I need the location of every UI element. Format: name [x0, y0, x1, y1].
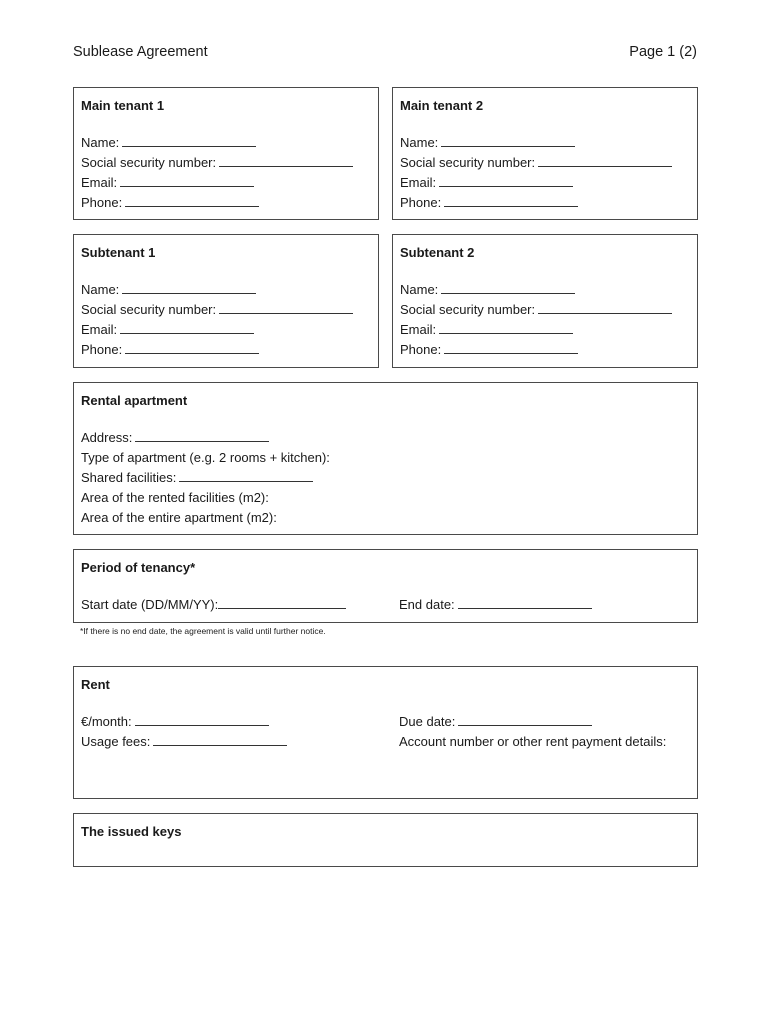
issued-keys-section: [73, 813, 698, 867]
name-label: Name:: [400, 282, 439, 297]
phone-label: Phone:: [81, 342, 123, 357]
document-title: Sublease Agreement: [73, 44, 208, 60]
email-field[interactable]: [439, 321, 573, 334]
due-date-label: Due date:: [399, 714, 456, 729]
per-month-label: €/month:: [81, 714, 132, 729]
address-field[interactable]: [135, 429, 269, 442]
area-rented-label: Area of the rented facilities (m2):: [81, 490, 269, 505]
usage-fees-field[interactable]: [153, 733, 287, 746]
name-field[interactable]: [441, 281, 575, 294]
section-title: Subtenant 1: [81, 245, 156, 260]
address-label: Address:: [81, 430, 133, 445]
section-title: Main tenant 2: [400, 98, 484, 113]
section-title: Period of tenancy*: [81, 560, 196, 575]
phone-field[interactable]: [125, 194, 259, 207]
end-date-footnote: *If there is no end date, the agreement is valid until further notice.: [80, 626, 326, 636]
ssn-label: Social security number:: [81, 155, 217, 170]
phone-field[interactable]: [444, 194, 578, 207]
rental-apartment-section: [73, 382, 698, 535]
ssn-label: Social security number:: [81, 302, 217, 317]
ssn-label: Social security number:: [400, 155, 536, 170]
page-number: Page 1 (2): [629, 44, 697, 60]
main-tenant-2-section: [392, 87, 698, 220]
rent-section: [73, 666, 698, 799]
ssn-label: Social security number:: [400, 302, 536, 317]
main-tenant-1-section: [73, 87, 379, 220]
section-title: Main tenant 1: [81, 98, 165, 113]
name-field[interactable]: [441, 134, 575, 147]
section-title: Subtenant 2: [400, 245, 475, 260]
section-title: The issued keys: [81, 824, 182, 839]
phone-field[interactable]: [125, 341, 259, 354]
phone-label: Phone:: [81, 195, 123, 210]
subtenant-2-section: [392, 234, 698, 368]
email-field[interactable]: [120, 174, 254, 187]
account-details-label: Account number or other rent payment details:: [399, 734, 667, 749]
ssn-field[interactable]: [219, 154, 353, 167]
email-label: Email:: [400, 175, 437, 190]
start-date-label: Start date (DD/MM/YY):: [81, 597, 219, 612]
email-label: Email:: [400, 322, 437, 337]
phone-label: Phone:: [400, 195, 442, 210]
area-entire-label: Area of the entire apartment (m2):: [81, 510, 277, 525]
name-field[interactable]: [122, 281, 256, 294]
name-field[interactable]: [122, 134, 256, 147]
email-field[interactable]: [120, 321, 254, 334]
ssn-field[interactable]: [538, 154, 672, 167]
end-date-field[interactable]: [458, 596, 592, 609]
page-header: [73, 44, 697, 60]
ssn-field[interactable]: [219, 301, 353, 314]
email-label: Email:: [81, 322, 118, 337]
start-date-field[interactable]: [218, 596, 346, 609]
email-label: Email:: [81, 175, 118, 190]
end-date-label: End date:: [399, 597, 455, 612]
due-date-field[interactable]: [458, 713, 592, 726]
phone-field[interactable]: [444, 341, 578, 354]
shared-facilities-field[interactable]: [179, 469, 313, 482]
usage-fees-label: Usage fees:: [81, 734, 151, 749]
apartment-type-label: Type of apartment (e.g. 2 rooms + kitchen):: [81, 450, 330, 465]
ssn-field[interactable]: [538, 301, 672, 314]
email-field[interactable]: [439, 174, 573, 187]
subtenant-1-section: [73, 234, 379, 368]
phone-label: Phone:: [400, 342, 442, 357]
section-title: Rent: [81, 677, 110, 692]
name-label: Name:: [400, 135, 439, 150]
per-month-field[interactable]: [135, 713, 269, 726]
period-of-tenancy-section: [73, 549, 698, 623]
name-label: Name:: [81, 282, 120, 297]
section-title: Rental apartment: [81, 393, 188, 408]
name-label: Name:: [81, 135, 120, 150]
shared-facilities-label: Shared facilities:: [81, 470, 177, 485]
